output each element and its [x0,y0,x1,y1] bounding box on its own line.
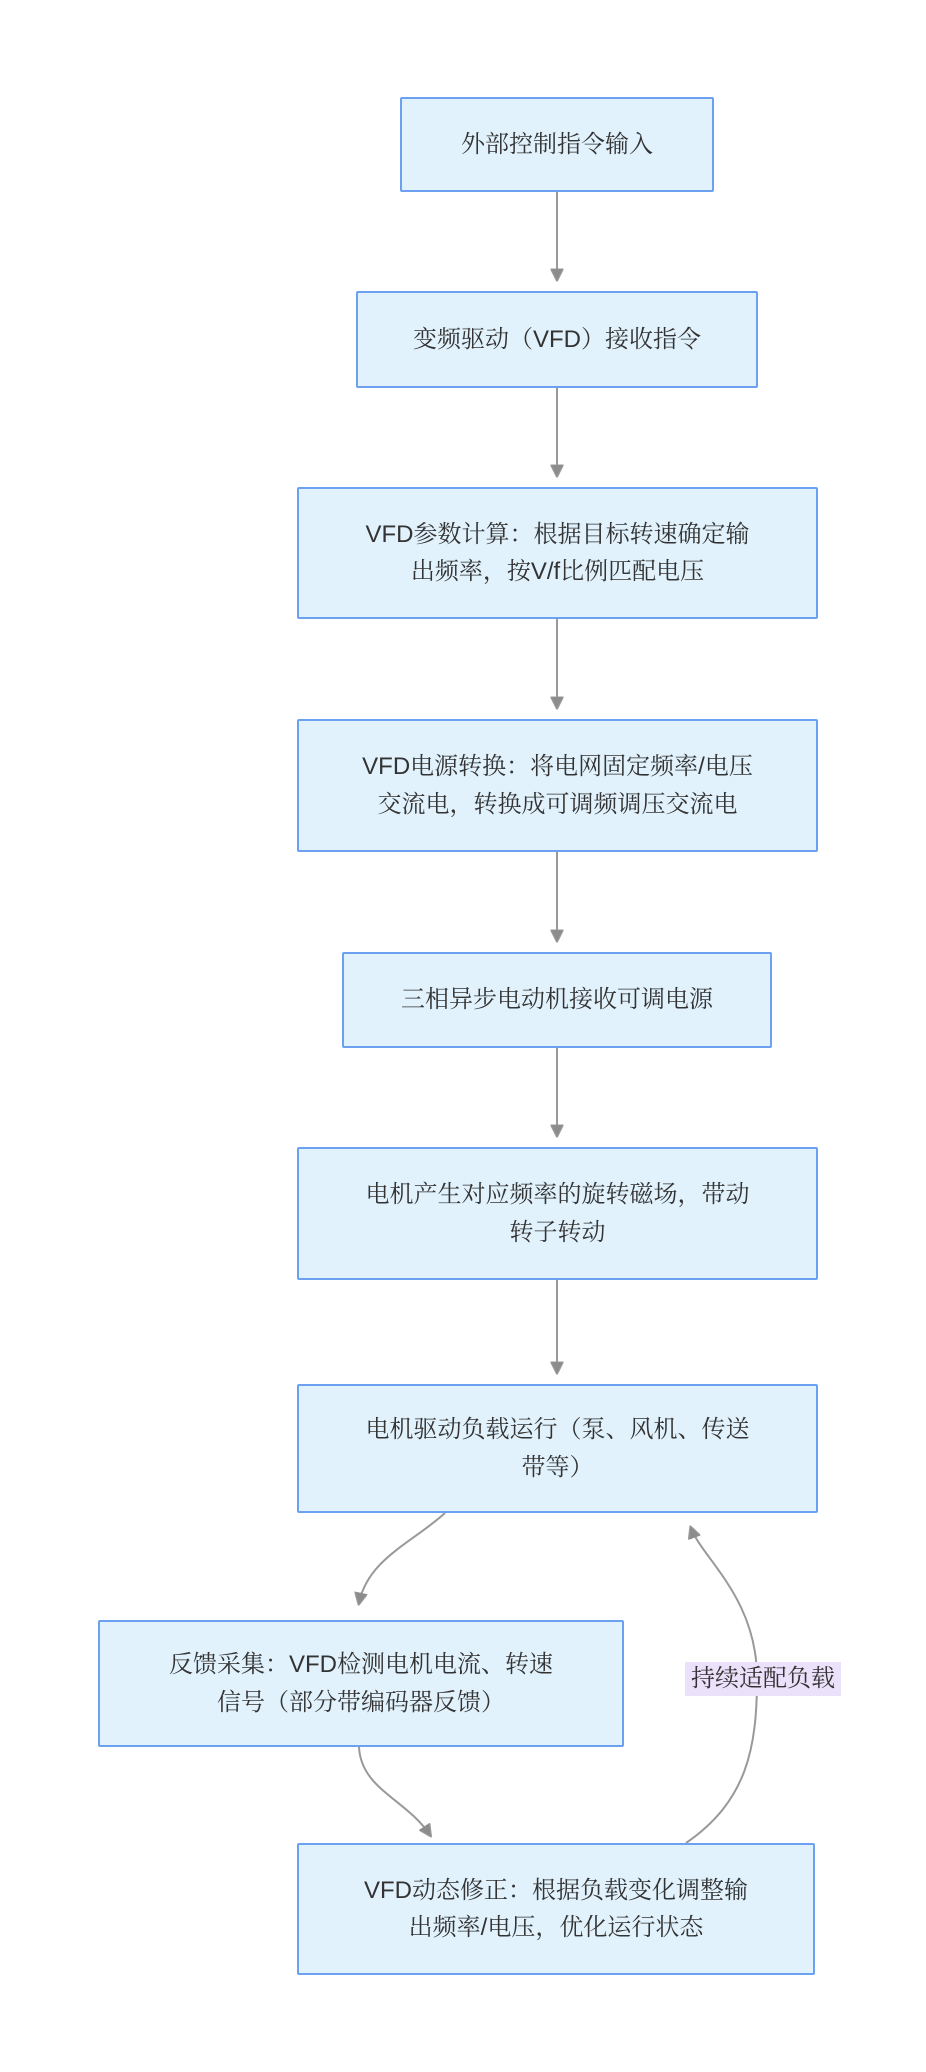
flow-node-rotating-field [297,1147,818,1280]
node-text: 交流电，转换成可调频调压交流电 [377,790,738,818]
node-text: 反馈采集：VFD检测电机电流、转速 [169,1651,553,1679]
edge-n7-n8 [359,1513,445,1603]
edge-n8-n9 [359,1747,430,1835]
flow-node-vfd-param-calc [297,487,818,619]
node-text: 电机产生对应频率的旋转磁场，带动 [365,1181,750,1209]
flow-node-feedback-collect [98,1620,624,1747]
flow-node-vfd-power-convert [297,719,818,852]
node-text: 带等） [521,1453,594,1481]
node-text: 转子转动 [509,1218,606,1246]
flow-node-motor-receive-power [342,952,772,1048]
flow-node-command-input [400,97,714,192]
node-text: VFD动态修正：根据负载变化调整输 [364,1876,748,1904]
node-text: 三相异步电动机接收可调电源 [401,986,713,1014]
node-text: 出频率/电压，优化运行状态 [408,1914,704,1941]
node-text: VFD参数计算：根据目标转速确定输 [365,520,750,548]
node-text: 信号（部分带编码器反馈） [217,1688,505,1716]
node-text: 电机驱动负载运行（泵、风机、传送 [365,1416,750,1444]
node-text: VFD电源转换：将电网固定频率/电压 [362,753,753,781]
flow-node-dynamic-correction [297,1843,815,1975]
flow-node-vfd-receive [356,291,758,388]
node-text: 变频驱动（VFD）接收指令 [413,325,701,353]
node-text: 出频率，按V/f比例匹配电压 [410,558,705,585]
node-text: 外部控制指令输入 [461,130,653,158]
flow-node-load-running [297,1384,818,1513]
edge-label-continuous-adaptation: 持续适配负载 [685,1662,841,1696]
